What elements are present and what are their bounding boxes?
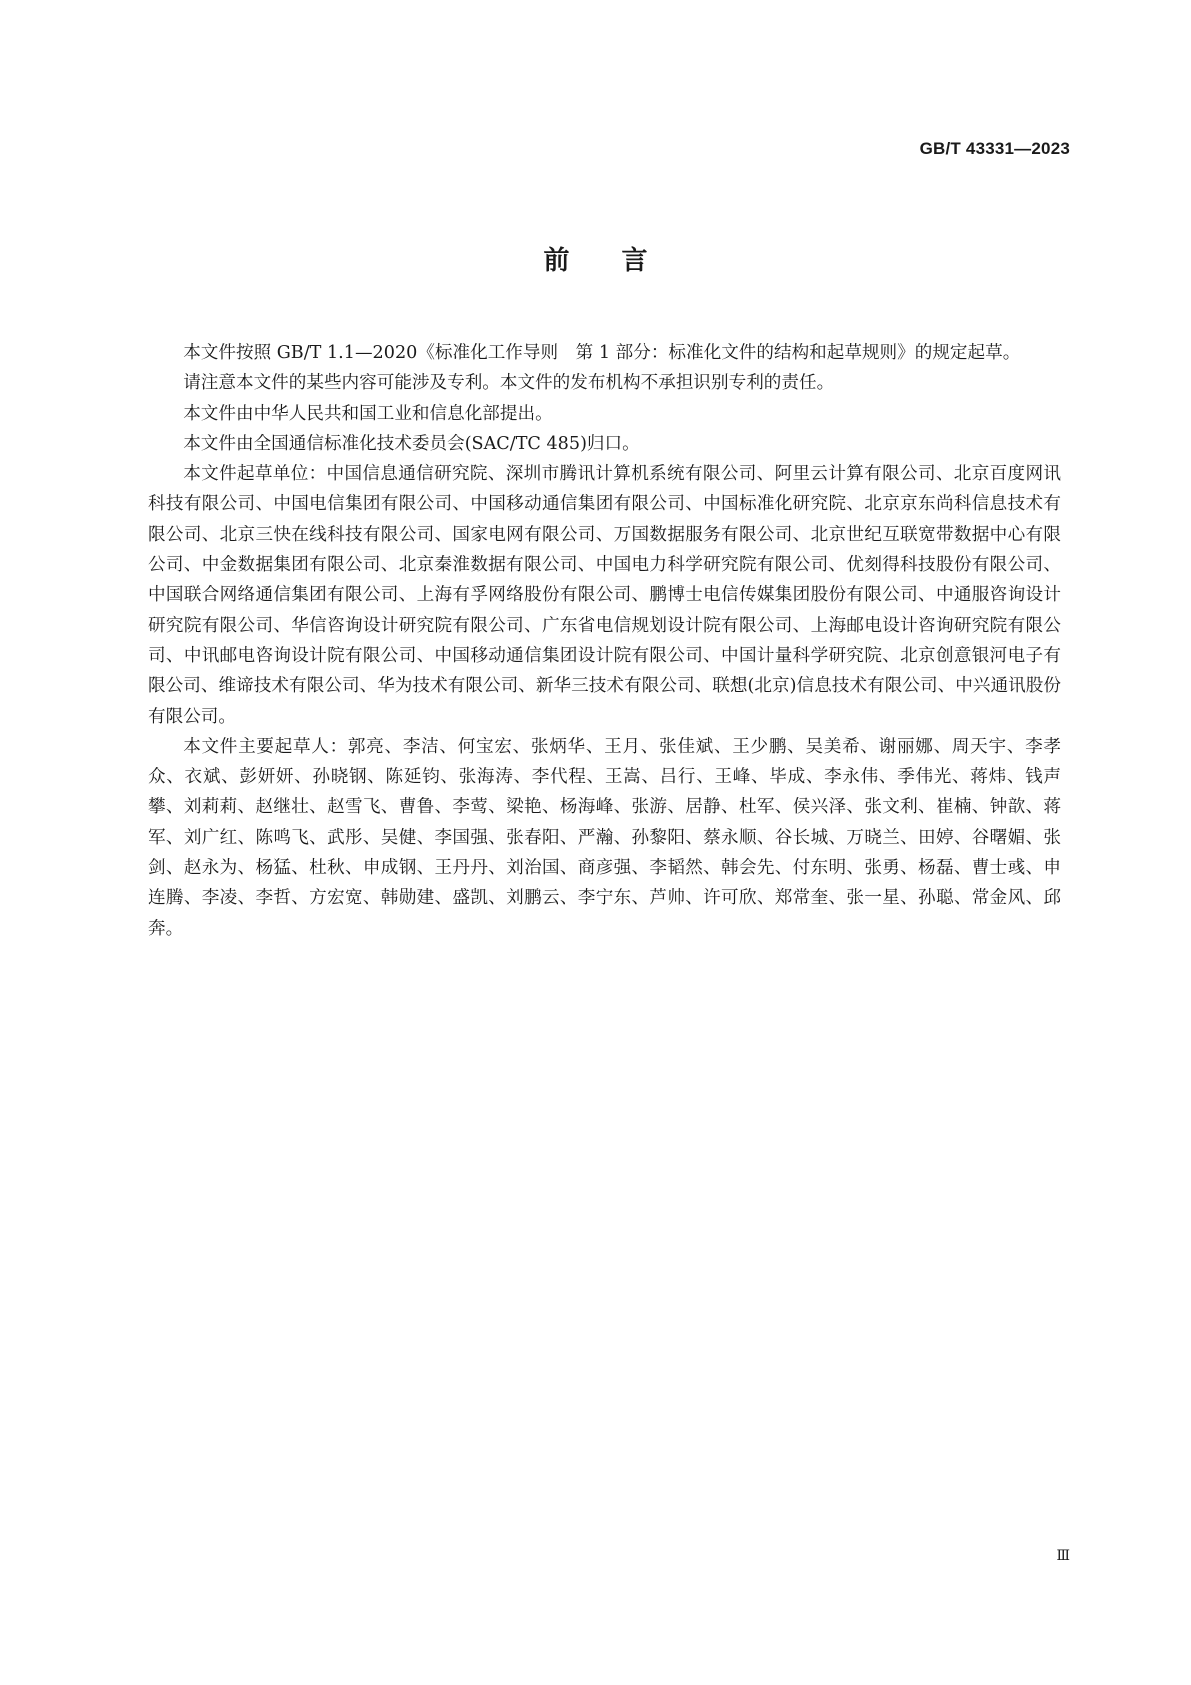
standard-code: GB/T 43331—2023 [919,139,1070,158]
paragraph-patent-notice: 请注意本文件的某些内容可能涉及专利。本文件的发布机构不承担识别专利的责任。 [183,373,835,394]
page-number: Ⅲ [1056,1548,1070,1564]
paragraph-drafting-rules: 本文件按照 GB/T 1.1—2020《标准化工作导则 第 1 部分：标准化文件的结构和起草规则》的规定起草。 [183,343,1021,363]
paragraph-committee: 本文件由全国通信标准化技术委员会(SAC/TC 485)归口。 [183,433,640,454]
page-title [0,240,1191,277]
paragraph-drafters: 本文件主要起草人：郭亮、李洁、何宝宏、张炳华、王月、张佳斌、王少鹏、吴美希、谢丽娜、周天宇、李孝众、衣斌、彭妍妍、孙晓钢、陈延钧、张海涛、李代程、王嵩、吕行、王峰、毕成、李永伟、季伟光、蒋炜、钱声攀、刘莉莉、赵继壮、赵雪飞、曹鲁、李莺、梁艳、杨海峰、张游、居静、杜军、侯兴泽、张文利、崔楠、钟歆、蒋军、刘广红、陈鸣飞、武彤、吴健、李国强、张春阳、严瀚、孙黎阳、蔡永顺、谷长城、万晓兰、田婷、谷曙媚、张剑、赵永为、杨猛、杜秋、申成钢、王丹丹、刘治国、商彦强、李韬然、韩会先、付东明、张勇、杨磊、曹士彧、申连腾、李凌、李哲、方宏宽、韩勋建、盛凯、刘鹏云、李宁东、芦帅、许可欣、郑常奎、张一星、孙聪、常金风、邱奔。 [148,736,1061,939]
title-char-2: 言 [621,246,648,276]
paragraph-proposer: 本文件由中华人民共和国工业和信息化部提出。 [183,403,553,424]
paragraph-drafting-units: 本文件起草单位：中国信息通信研究院、深圳市腾讯计算机系统有限公司、阿里云计算有限公司、北京百度网讯科技有限公司、中国电信集团有限公司、中国移动通信集团有限公司、中国标准化研究院、北京京东尚科信息技术有限公司、北京三快在线科技有限公司、国家电网有限公司、万国数据服务有限公司、北京世纪互联宽带数据中心有限公司、中金数据集团有限公司、北京秦淮数据有限公司、中国电力科学研究院有限公司、优刻得科技股份有限公司、中国联合网络通信集团有限公司、上海有孚网络股份有限公司、鹏博士电信传媒集团股份有限公司、中通服咨询设计研究院有限公司、华信咨询设计研究院有限公司、广东省电信规划设计院有限公司、上海邮电设计咨询研究院有限公司、中讯邮电咨询设计院有限公司、中国移动通信集团设计院有限公司、中国计量科学研究院、北京创意银河电子有限公司、维谛技术有限公司、华为技术有限公司、新华三技术有限公司、联想(北京)信息技术有限公司、中兴通讯股份有限公司。 [148,464,1061,727]
foreword-body [148,338,1061,944]
title-char-1: 前 [543,246,570,276]
